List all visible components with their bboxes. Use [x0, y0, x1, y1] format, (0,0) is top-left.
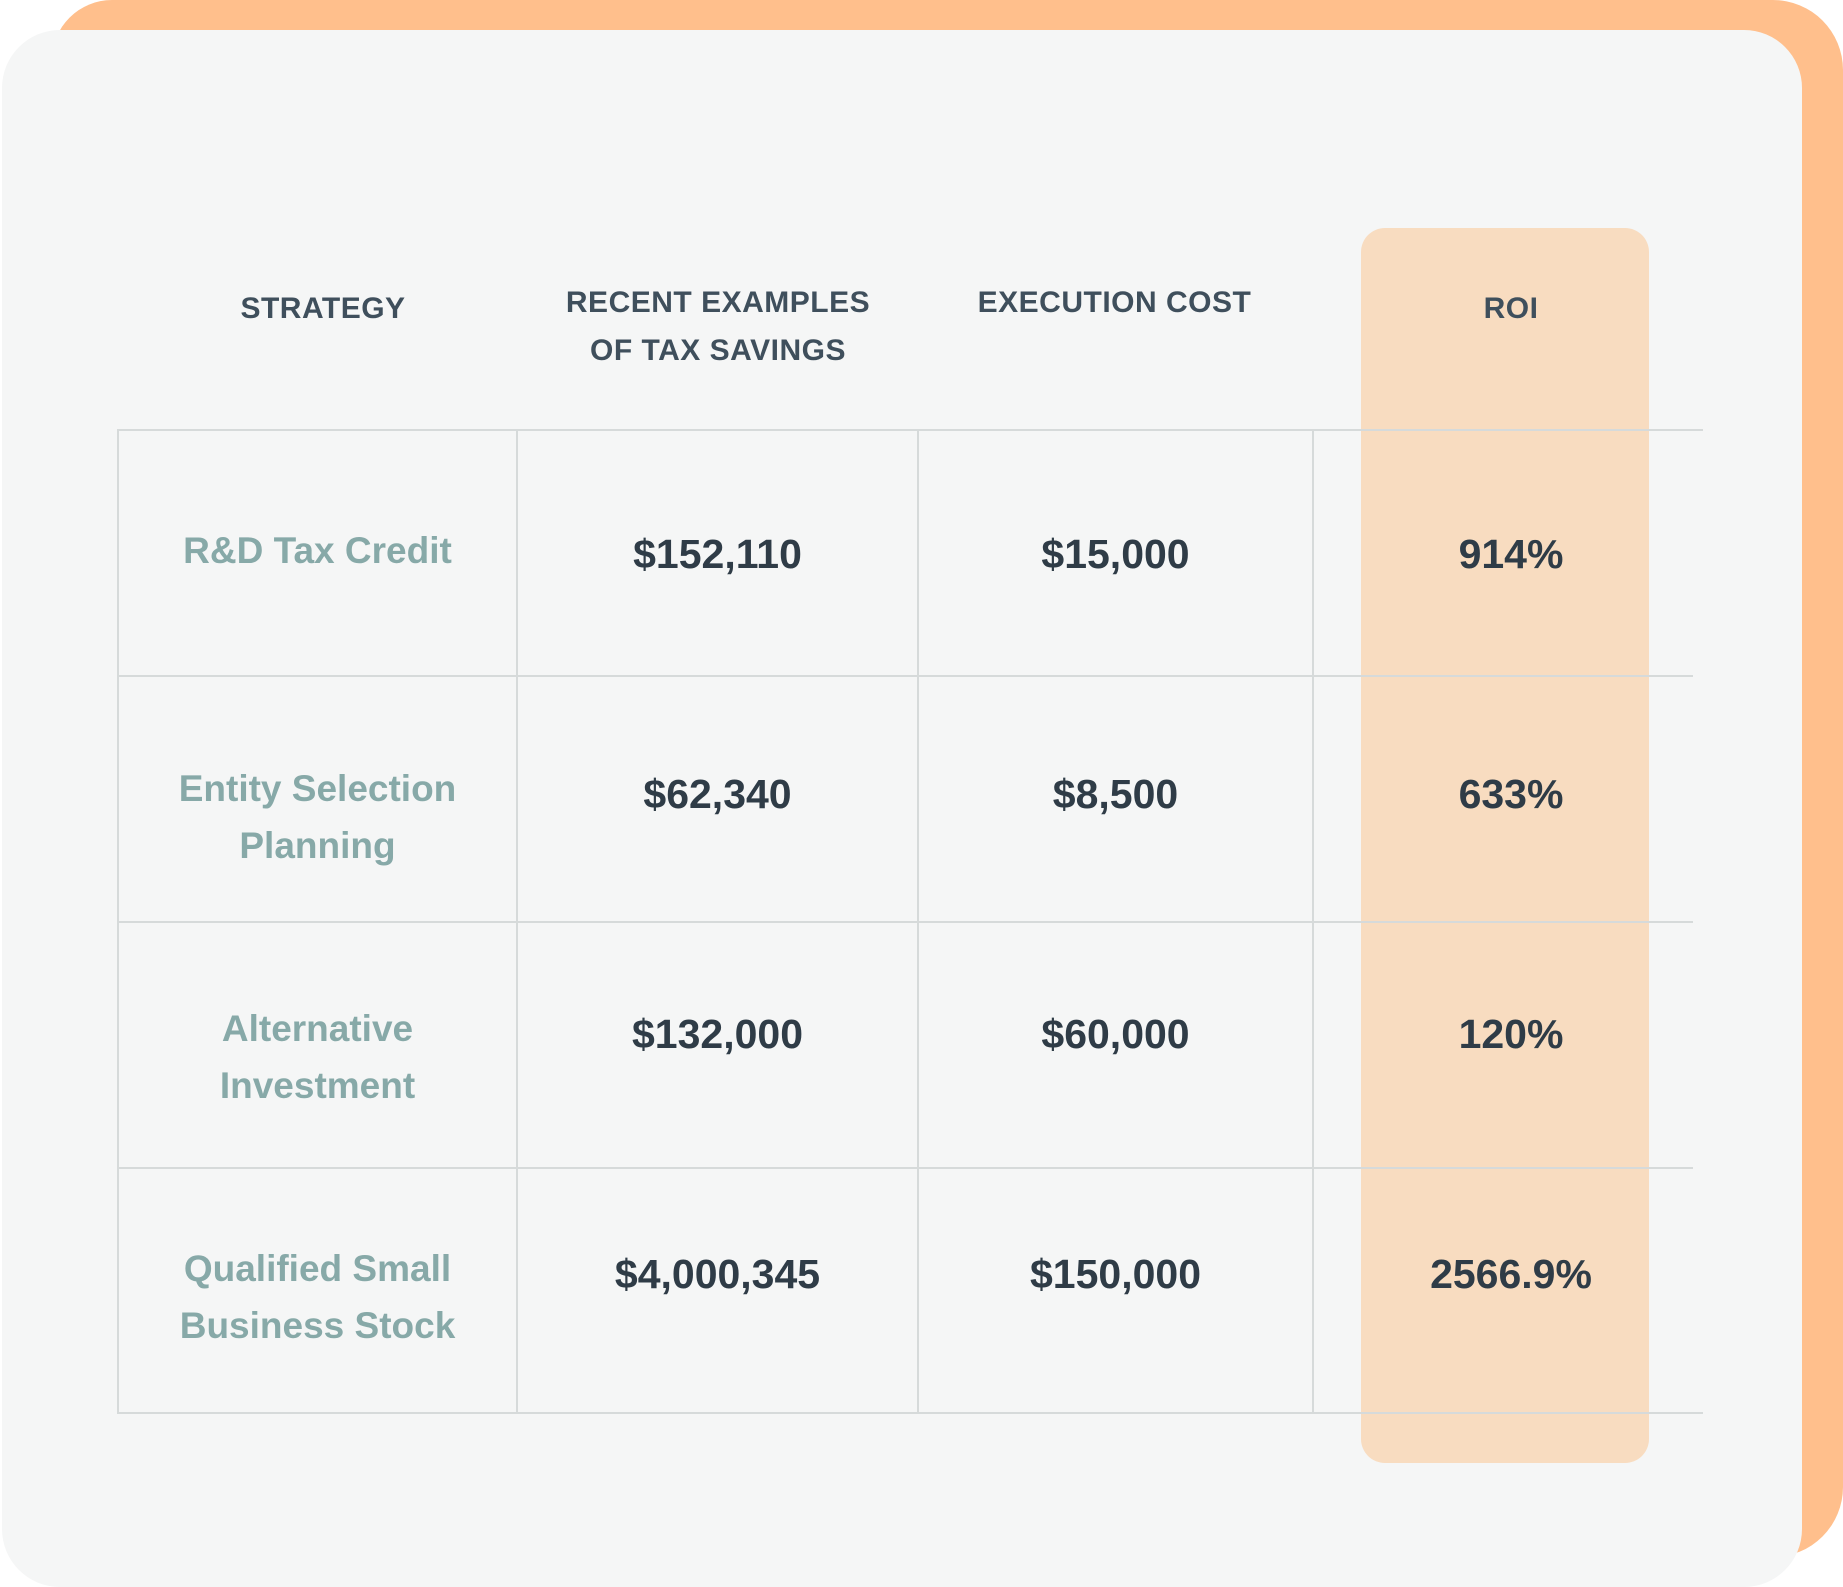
row4-strategy: [119, 1240, 516, 1354]
row2-strategy-line2: Planning: [239, 825, 396, 866]
header-roi: ROI: [1483, 292, 1539, 325]
row3-strategy-line2: Investment: [219, 1065, 416, 1106]
row1-execution-cost: $15,000: [1041, 530, 1190, 577]
row4-strategy-line2: Business Stock: [179, 1305, 456, 1346]
header-tax-savings: [517, 279, 919, 375]
row1-tax-savings: $152,110: [633, 530, 802, 577]
row4-roi: 2566.9%: [1430, 1250, 1592, 1297]
table-top-border: [117, 429, 1703, 431]
row2-execution-cost: $8,500: [1052, 770, 1179, 817]
row4-tax-savings: $4,000,345: [614, 1250, 821, 1297]
row3-tax-savings: $132,000: [631, 1010, 803, 1057]
row1-roi: 914%: [1458, 530, 1564, 577]
row4-execution-cost: $150,000: [1029, 1250, 1201, 1297]
row3-strategy-line1: Alternative: [221, 1008, 414, 1049]
header-tax-savings-line1: RECENT EXAMPLES: [565, 286, 871, 319]
table-bottom-border: [117, 1412, 1703, 1414]
row-divider-3: [117, 1167, 1693, 1169]
row2-roi: 633%: [1458, 770, 1564, 817]
row3-roi: 120%: [1458, 1010, 1564, 1057]
row1-strategy-line1: R&D Tax Credit: [183, 530, 452, 571]
row1-strategy: [119, 522, 516, 574]
header-execution-cost: EXECUTION COST: [977, 286, 1252, 319]
row3-strategy: [119, 1000, 516, 1114]
row4-strategy-line1: Qualified Small: [183, 1248, 452, 1289]
row2-strategy: [119, 760, 516, 874]
row-divider-2: [117, 921, 1693, 923]
row2-tax-savings: $62,340: [643, 770, 792, 817]
row3-execution-cost: $60,000: [1041, 1010, 1190, 1057]
column-divider-3: [1312, 429, 1314, 1413]
row-divider-1: [117, 675, 1693, 677]
row2-strategy-line1: Entity Selection: [178, 768, 457, 809]
header-strategy: STRATEGY: [240, 292, 406, 325]
header-tax-savings-line2: OF TAX SAVINGS: [590, 334, 846, 367]
